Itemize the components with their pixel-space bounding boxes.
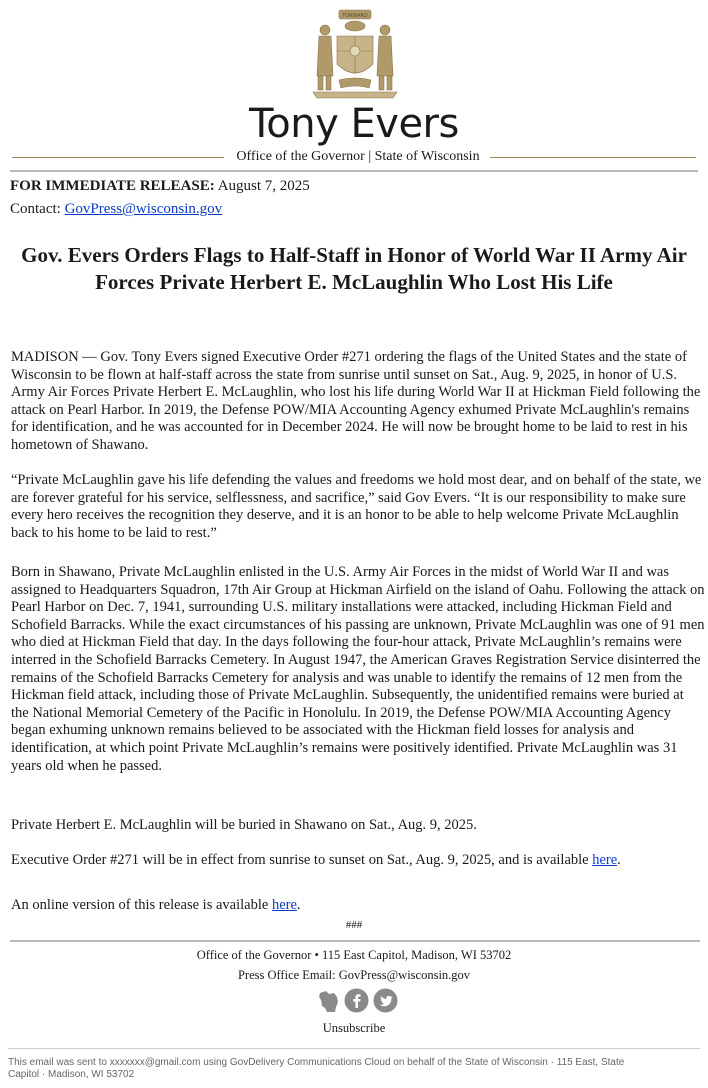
body-paragraph-1: MADISON — Gov. Tony Evers signed Executive Order #271 ordering the flags of the United States and the state of Wisconsin to be flown at half-staff across the state from sunrise until sunset on Sat., Aug. 9, 2025, in honor of U.S. Army Air Forces Private Herbert E. McLaughlin, who lost his life during World War II at Hickman Field following the attack on Pearl Harbor. In 2019, the Defense POW/MIA Accounting Agency exhumed Private McLaughlin's remains for identification, and he was accounted for in December 2024. He will now be brought home to be laid to rest in his hometown of Shawano. xyxy=(11,349,701,453)
subtitle-bar xyxy=(0,148,708,166)
delivery-disclaimer: This email was sent to xxxxxxx@gmail.com using GovDelivery Communications Cloud on behalf of the State of Wisconsin · 115 East, State Capitol · Madison, WI 53702 xyxy=(8,1057,625,1080)
online-here-link[interactable]: here xyxy=(271,897,297,913)
release-date: August 7, 2025 xyxy=(217,178,310,194)
contact-line xyxy=(10,199,222,219)
contact-label: Contact: xyxy=(10,201,61,217)
facebook-icon[interactable] xyxy=(344,988,369,1018)
brand-name: Tony Evers xyxy=(249,101,459,147)
body-paragraph-4: Private Herbert E. McLaughlin will be buried in Shawano on Sat., Aug. 9, 2025. xyxy=(11,817,477,833)
end-mark: ### xyxy=(345,919,363,931)
seal-motto: FORWARD xyxy=(342,13,368,19)
gold-divider-left xyxy=(12,157,224,158)
unsubscribe-link-wrap xyxy=(0,1020,708,1036)
gold-divider-right xyxy=(490,157,696,158)
office-subtitle: Office of the Governor | State of Wisconsin xyxy=(236,149,480,164)
wisconsin-seal-icon xyxy=(309,6,401,102)
footer-address: Office of the Governor • 115 East Capitol, Madison, WI 53702 xyxy=(196,948,512,962)
body-paragraph-5 xyxy=(11,852,705,870)
body-paragraph-2: “Private McLaughlin gave his life defending the values and freedoms we hold most dear, and on behalf of the state, we are forever grateful for his service, selflessness, and sacrifice,” said Gov Evers. “It is our responsibility to make sure every hero receives the recognition they deserve, and it is an honor to be able to help welcome Private McLaughlin back to his home to be laid to rest.” xyxy=(11,472,702,541)
footer-press-email: Press Office Email: GovPress@wisconsin.gov xyxy=(237,968,471,982)
eo-period: . xyxy=(617,852,621,868)
body-paragraph-3: Born in Shawano, Private McLaughlin enlisted in the U.S. Army Air Forces in the midst of World War II and was assigned to Headquarters Squadron, 17th Air Group at Hickman Airfield on the island of Oahu. Following the attack on Pearl Harbor on Dec. 7, 1941, surrounding U.S. military installations were attacked, including Hickman Field and Schofield Barracks. While the exact circumstances of his passing are unknown, Private McLaughlin was one of 91 men who died at Hickman Field that day. In the days following the four-hour attack, Private McLaughlin’s remains were interred in the Schofield Barracks Cemetery. In August 1947, the American Graves Registration Service disinterred the remains of the Schofield Barracks Cemetery for analysis and was unable to identify the remains of 12 men from the Hickman field attack, including those of Private McLaughlin. Subsequently, the unidentified remains were buried at the National Memorial Cemetery of the Pacific in Honolulu. In 2019, the Defense POW/MIA Accounting Agency began exhuming unknown remains believed to be associated with the Hickman field losses for analysis and identification, at which point Private McLaughlin’s remains were positively identified. Private McLaughlin was 31 years old when he passed. xyxy=(11,564,705,774)
online-text: An online version of this release is available xyxy=(11,897,269,913)
eo-here-link[interactable]: here xyxy=(592,852,618,868)
header-divider xyxy=(10,170,698,172)
twitter-icon[interactable] xyxy=(373,988,398,1018)
headline: Gov. Evers Orders Flags to Half-Staff in Honor of World War II Army Air Forces Private Herbert E. McLaughlin Who Lost His Life xyxy=(21,243,687,294)
eo-text: Executive Order #271 will be in effect from sunrise to sunset on Sat., Aug. 9, 2025, and is available xyxy=(11,852,589,868)
release-label: FOR IMMEDIATE RELEASE: xyxy=(10,178,215,194)
contact-email-link[interactable]: GovPress@wisconsin.gov xyxy=(64,201,223,217)
release-line xyxy=(10,176,310,196)
footer-divider xyxy=(10,940,700,942)
body-paragraph-6 xyxy=(11,897,705,915)
online-period: . xyxy=(296,897,301,913)
disclaimer-divider xyxy=(8,1048,700,1049)
wisconsin-state-icon[interactable] xyxy=(317,988,341,1019)
unsubscribe-link[interactable]: Unsubscribe xyxy=(322,1021,386,1035)
